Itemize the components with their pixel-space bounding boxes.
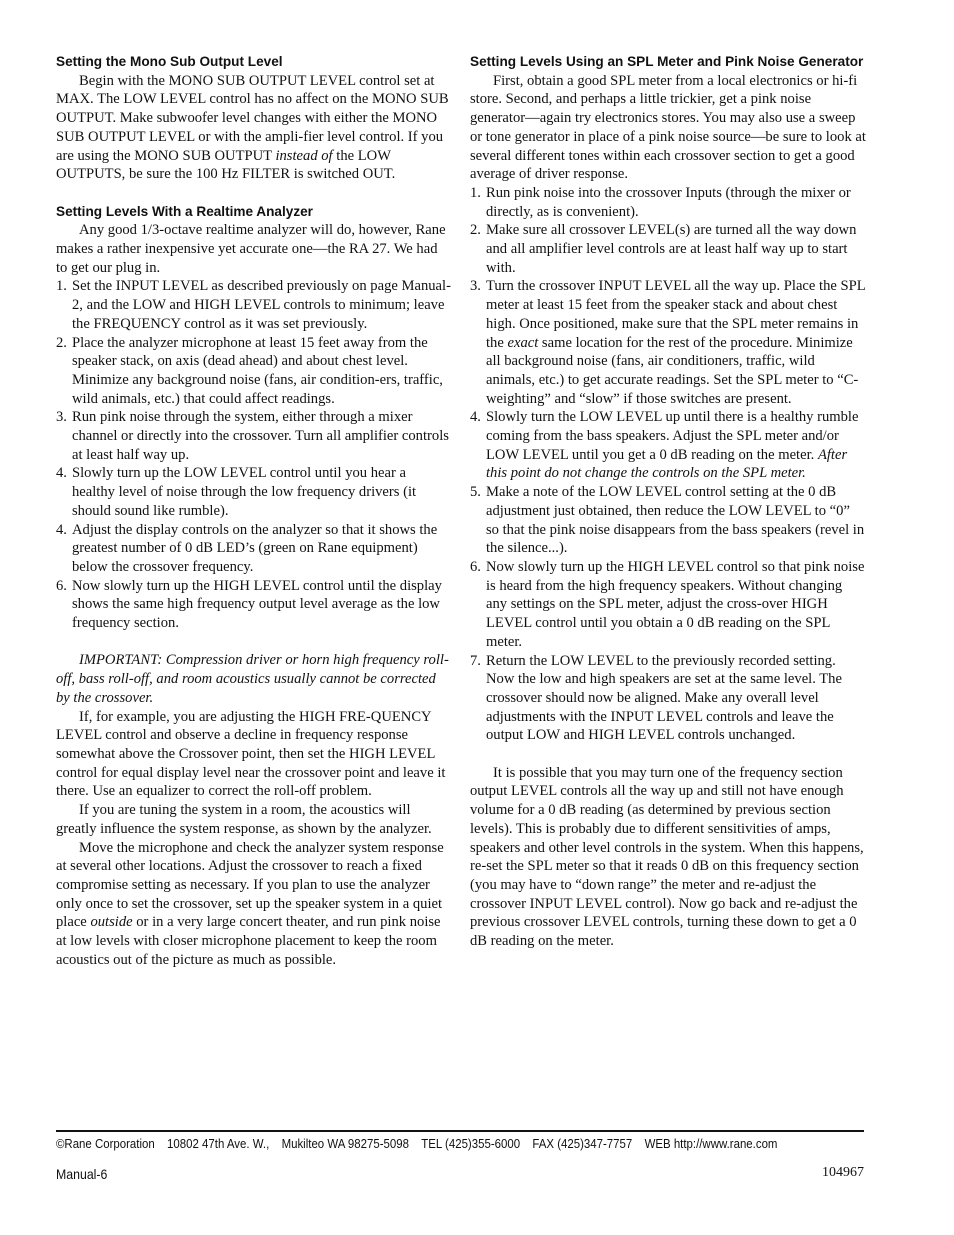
list-item: 1. Set the INPUT LEVEL as described previously on page Manual-2, and the LOW and HIGH LEVEL controls to minimum; leave the FREQUENCY control as it was set previously. (56, 278, 451, 332)
left-column (56, 53, 452, 969)
footer-divider (56, 1130, 864, 1132)
footer-company: ©Rane Corporation (56, 1136, 155, 1151)
footer-web: WEB http://www.rane.com (644, 1136, 778, 1151)
footer-fax: FAX (425)347-7757 (532, 1136, 633, 1151)
paragraph-closing: It is possible that you may turn one of the frequency section output LEVEL controls all the way up and still not have enough volume for a 0 dB reading (as determined by previous section levels). This is probably due to different sensitivities of amps, speakers and other level controls in the system. When this happens, re-set the SPL meter so that it reads 0 dB on this frequency section (you may have to “down range” the meter and re-adjust the crossover INPUT LEVEL control). Now go back and re-adjust the previous crossover LEVEL controls, turning these down to get a 0 dB reading on the meter. (470, 764, 864, 950)
list-item: 4. Slowly turn up the LOW LEVEL control until you hear a healthy level of noise through the low frequency drivers (it should sound like rumble). (56, 465, 417, 519)
spl-steps-list (470, 184, 866, 745)
footer-city: Mukilteo WA 98275-5098 (281, 1136, 409, 1151)
list-item: 6. Now slowly turn up the HIGH LEVEL control until the display shows the same high frequency output level average as the low frequency section. (56, 577, 442, 632)
list-item: 3. Run pink noise through the system, either through a mixer channel or directly into the crossover. Turn all amplifier controls at least half way up. (56, 409, 449, 463)
paragraph-mono-sub: Begin with the MONO SUB OUTPUT LEVEL control set at MAX. The LOW LEVEL control has no affect on the MONO SUB OUTPUT. Make subwoofer level changes with either the MONO SUB OUTPUT LEVEL or with the ampli-fier level control. If you are using the MONO SUB OUTPUT instead of the LOW OUTPUTS, be sure the 100 Hz FILTER is switched OUT. (56, 72, 449, 183)
list-item: 6. Now slowly turn up the HIGH LEVEL control so that pink noise is heard from the high frequency speakers. Without changing any settings on the SPL meter, adjust the cross-over HIGH LEVEL control until you obtain a 0 dB reading on the SPL meter. (470, 558, 865, 650)
page-number: Manual-6 (56, 1166, 108, 1182)
paragraph-high-frequency: If, for example, you are adjusting the HIGH FRE-QUENCY LEVEL control and observe a decline in frequency response somewhat above the Crossover point, then set the HIGH LEVEL control for equal display level near the crossover point and leave it there. Use an equalizer to correct the roll-off problem. (56, 708, 446, 800)
list-item: 1. Run pink noise into the crossover Inputs (through the mixer or directly, as is convenient). (470, 184, 851, 220)
paragraph-spl-intro: First, obtain a good SPL meter from a local electronics or hi-fi store. Second, and perhaps a little trickier, get a pink noise generator—again try electronics stores. You may also use a sweep or tone generator in place of a pink noise source—be sure to look at several different tones within each crossover section to get a good average of driver response. (470, 72, 866, 183)
list-item: 2. Make sure all crossover LEVEL(s) are turned all the way down and all amplifier level controls are at least half way up to start with. (470, 222, 857, 276)
right-column (470, 53, 866, 951)
analyzer-steps-list (56, 277, 452, 632)
section-heading-realtime-analyzer: Setting Levels With a Realtime Analyzer (56, 203, 313, 219)
list-item: 3. Turn the crossover INPUT LEVEL all the way up. Place the SPL meter at least 15 feet from the speaker stack and about chest high. Once positioned, make sure that the SPL meter remains in the exact same location for the rest of the procedure. Minimize all background noise (fans, air conditioners, traffic, wild animals, etc.) to get accurate readings. Set the SPL meter to “C-weighting” and “slow” if those switches are present. (470, 278, 866, 407)
footer-contact-line (56, 1136, 778, 1151)
section-heading-spl-meter: Setting Levels Using an SPL Meter and Pink Noise Generator (470, 54, 864, 69)
paragraph-analyzer-intro: Any good 1/3-octave realtime analyzer will do, however, Rane makes a rather inexpensive yet accurate one—the RA 27. We had to get our plug in. (56, 222, 446, 276)
list-item: 2. Place the analyzer microphone at least 15 feet away from the speaker stack, on axis (dead ahead) and about chest level. Minimize any background noise (fans, air condition-ers, traffic, wild animals, etc.) that could affect readings. (56, 334, 443, 407)
list-item: 5. Make a note of the LOW LEVEL control setting at the 0 dB adjustment just obtained, then reduce the LOW LEVEL to “0” so that the pink noise disappears from the bass speakers (revel in the silence...). (470, 484, 865, 557)
section-heading-mono-sub: Setting the Mono Sub Output Level (56, 54, 283, 69)
document-number: 104967 (822, 1165, 864, 1180)
list-item: 4. Slowly turn the LOW LEVEL up until there is a healthy rumble coming from the bass speakers. Adjust the SPL meter and/or LOW LEVEL until you get a 0 dB reading on the meter. After this point do not change the controls on the SPL meter. (470, 409, 859, 482)
important-note: IMPORTANT: Compression driver or horn high frequency roll-off, bass roll-off, and room acoustics usually cannot be corrected by the crossover. (56, 652, 449, 706)
list-item: 7. Return the LOW LEVEL to the previously recorded setting. Now the low and high speakers are set at the same level. The crossover should now be aligned. Make any overall level adjustments with the INPUT LEVEL controls and leave the output LOW and HIGH LEVEL controls unchanged. (470, 652, 842, 744)
list-item: 4. Adjust the display controls on the analyzer so that it shows the greatest number of 0 dB LED’s (green on Rane equipment) below the crossover frequency. (56, 521, 438, 575)
footer-tel: TEL (425)355-6000 (421, 1136, 521, 1151)
footer-address: 10802 47th Ave. W., (167, 1136, 270, 1151)
paragraph-room-acoustics: If you are tuning the system in a room, the acoustics will greatly influence the system response, as shown by the analyzer. (56, 802, 432, 837)
paragraph-microphone: Move the microphone and check the analyzer system response at several other locations. Adjust the crossover to reach a fixed compromise setting as necessary. If you plan to use the analyzer only once to set the crossover, set up the speaker system in a quiet place outside or in a very large concert theater, and run pink noise at low levels with closer microphone placement to keep the room acoustics out of the picture as much as possible. (56, 839, 444, 968)
